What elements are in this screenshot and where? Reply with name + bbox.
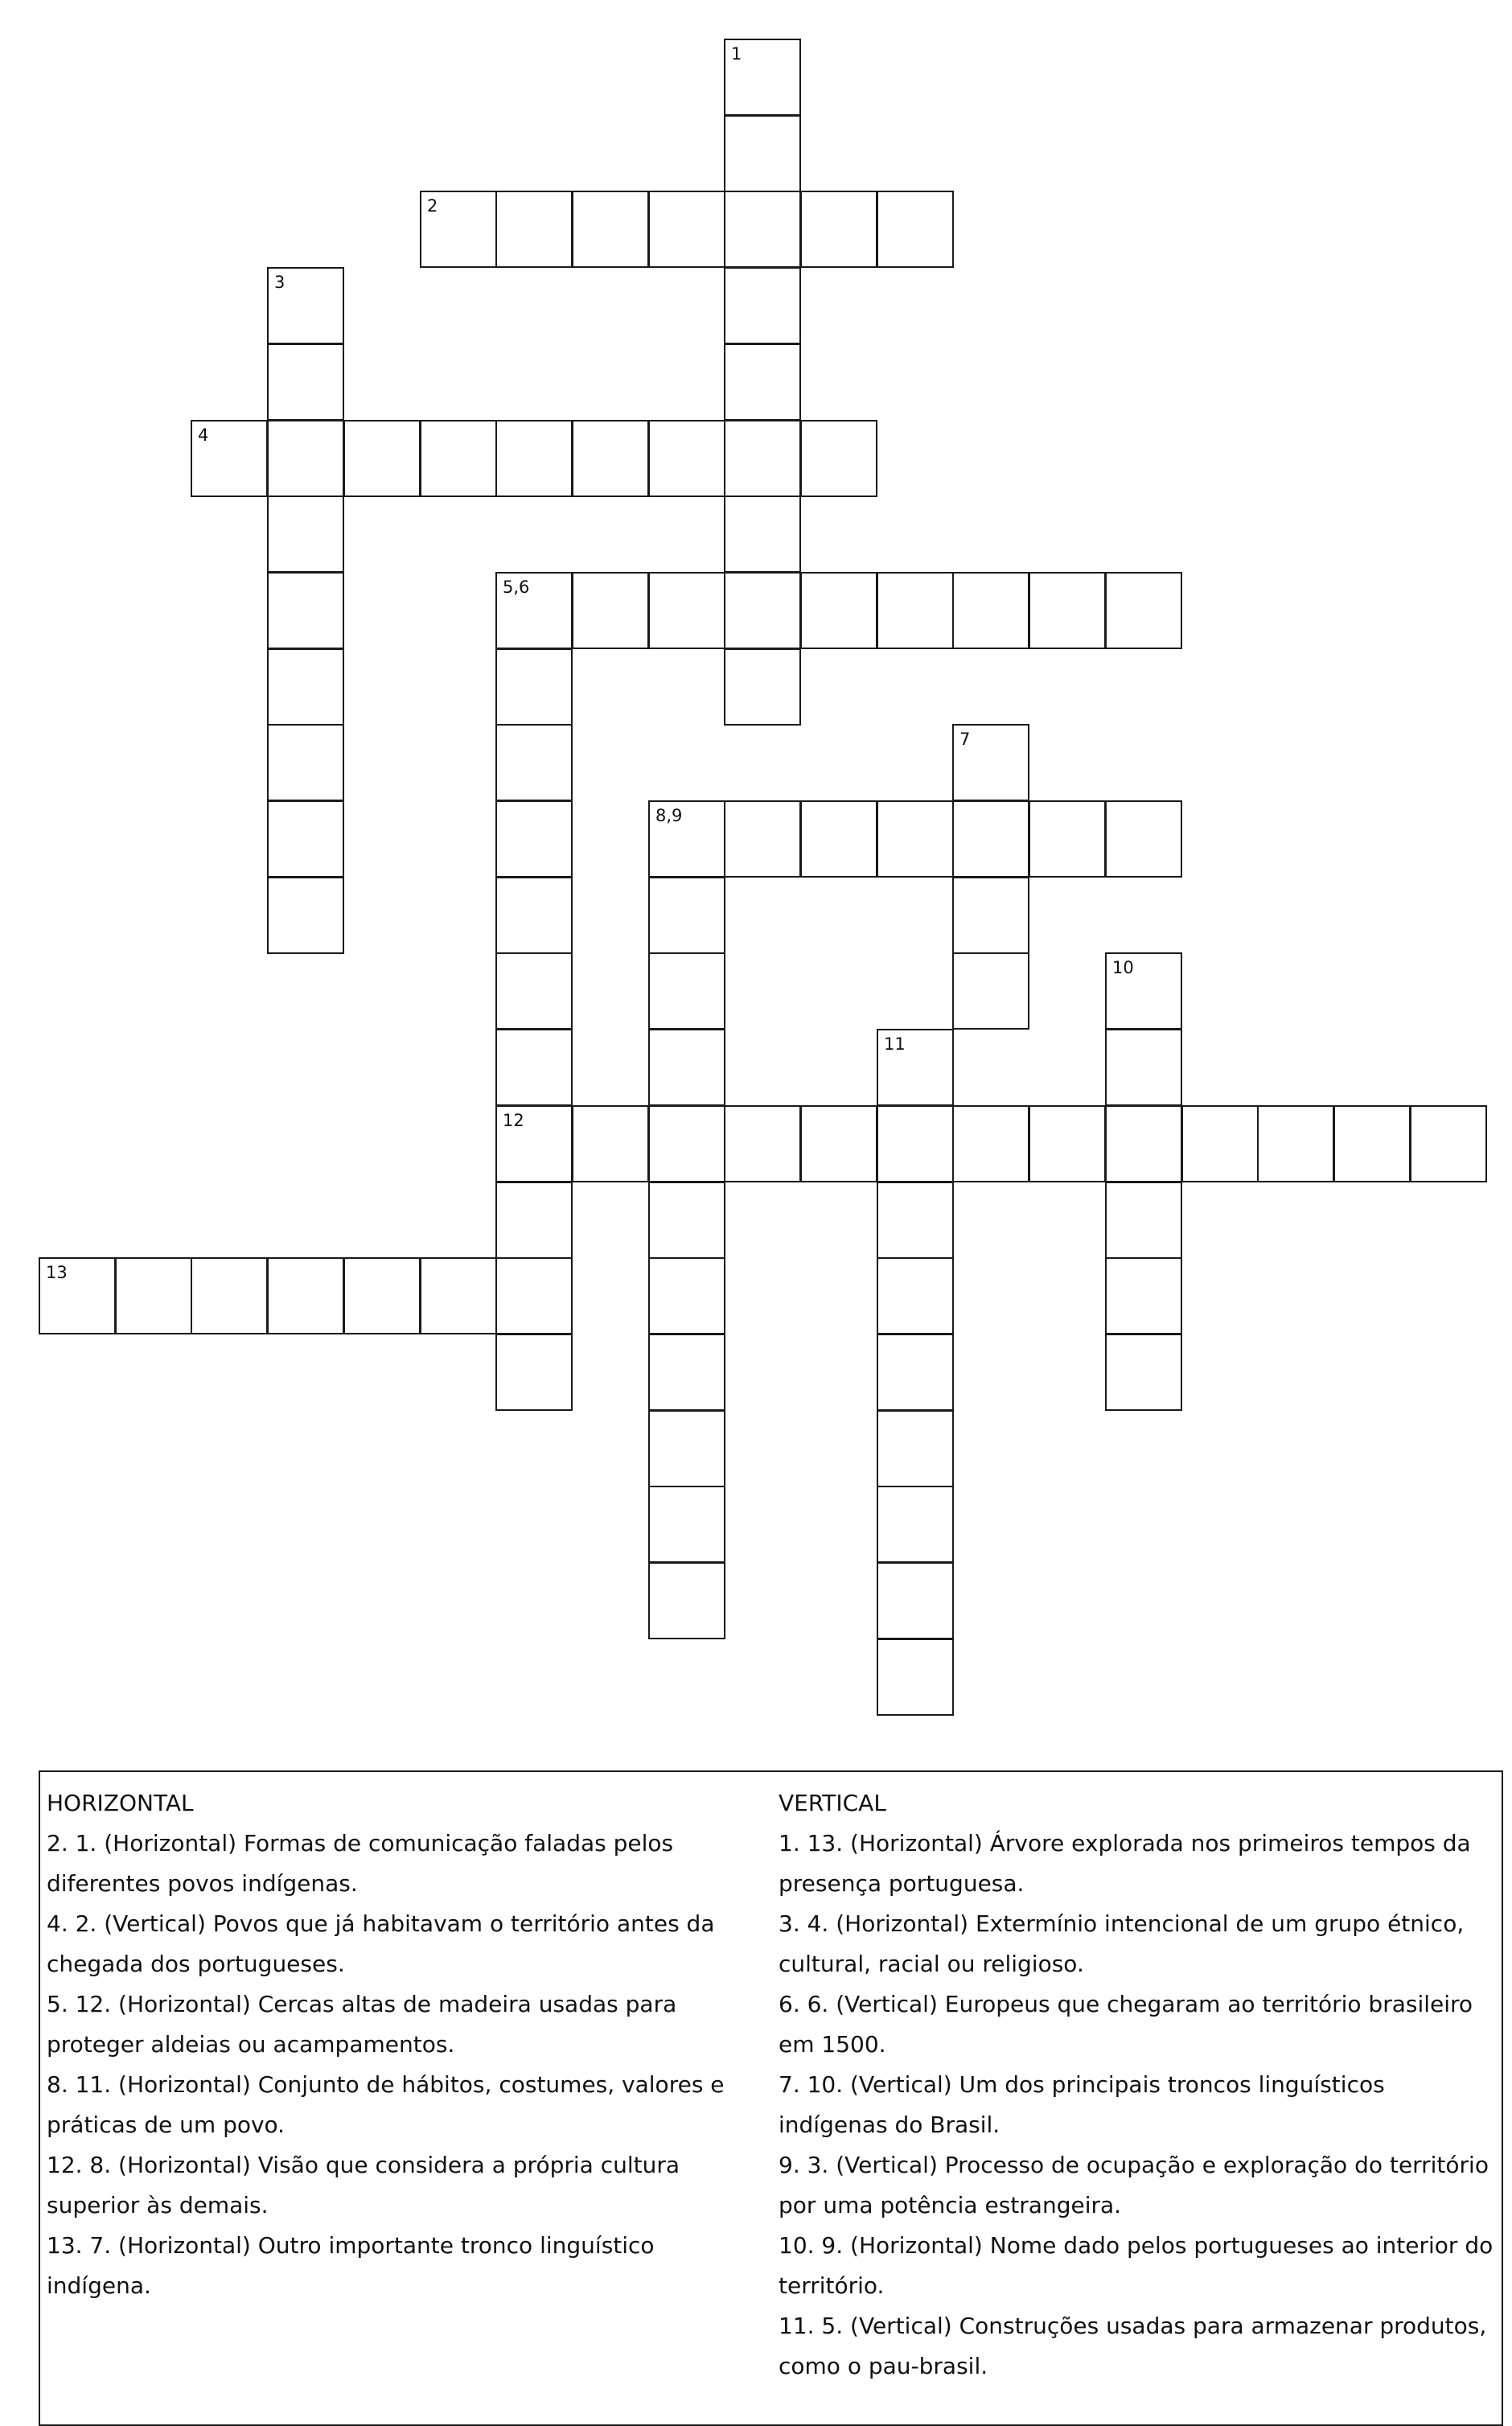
crossword-cell[interactable] xyxy=(1105,1105,1182,1182)
clue-vertical: 11. 5. (Vertical) Construções usadas para armazenar produtos, como o pau-brasil. xyxy=(779,2313,1487,2379)
crossword-cell[interactable] xyxy=(267,648,344,726)
crossword-cell[interactable] xyxy=(877,1029,954,1106)
crossword-cell[interactable] xyxy=(648,1029,725,1106)
crossword-cell[interactable] xyxy=(877,572,954,649)
crossword-cell[interactable] xyxy=(648,572,725,649)
crossword-cell[interactable] xyxy=(420,191,497,268)
crossword-cell[interactable] xyxy=(1333,1105,1411,1182)
crossword-cell[interactable] xyxy=(495,1105,573,1182)
crossword-cell[interactable] xyxy=(877,1182,954,1259)
crossword-cell[interactable] xyxy=(724,343,801,421)
crossword-cell[interactable] xyxy=(877,1334,954,1411)
crossword-cell[interactable] xyxy=(952,952,1029,1030)
crossword-cell[interactable] xyxy=(1257,1105,1334,1182)
crossword-cell[interactable] xyxy=(267,724,344,801)
crossword-cell[interactable] xyxy=(877,800,954,878)
crossword-cell[interactable] xyxy=(648,1105,725,1182)
clue-number: 11 xyxy=(884,1034,906,1054)
crossword-cell[interactable] xyxy=(343,420,421,497)
clue-vertical: 9. 3. (Vertical) Processo de ocupação e exploração do território por uma potência estrangeira. xyxy=(779,2152,1489,2218)
crossword-cell[interactable] xyxy=(495,952,573,1030)
vertical-heading: VERTICAL xyxy=(779,1790,886,1816)
crossword-cell[interactable] xyxy=(495,1257,573,1334)
crossword-cell[interactable] xyxy=(877,1410,954,1487)
crossword-cell[interactable] xyxy=(267,495,344,573)
clue-number: 13 xyxy=(46,1263,68,1282)
crossword-cell[interactable] xyxy=(648,1257,725,1334)
crossword-cell[interactable] xyxy=(1105,1182,1182,1259)
crossword-cell[interactable] xyxy=(877,191,954,268)
crossword-cell[interactable] xyxy=(572,420,649,497)
crossword-cell[interactable] xyxy=(495,1334,573,1411)
crossword-cell[interactable] xyxy=(495,724,573,801)
clue-number: 10 xyxy=(1112,958,1134,977)
crossword-cell[interactable] xyxy=(952,1105,1029,1182)
crossword-cell[interactable] xyxy=(877,1257,954,1334)
crossword-cell[interactable] xyxy=(648,420,725,497)
crossword-cell[interactable] xyxy=(724,39,801,116)
crossword-cell[interactable] xyxy=(343,1257,421,1334)
vertical-clues xyxy=(779,1783,1494,2387)
horizontal-heading: HORIZONTAL xyxy=(47,1790,194,1816)
crossword-cell[interactable] xyxy=(952,572,1029,649)
crossword-cell[interactable] xyxy=(39,1257,116,1334)
crossword-cell[interactable] xyxy=(495,800,573,878)
crossword-cell[interactable] xyxy=(1105,572,1182,649)
clue-horizontal: 5. 12. (Horizontal) Cercas altas de madeira usadas para proteger aldeias ou acampamentos. xyxy=(47,1991,677,2058)
crossword-cell[interactable] xyxy=(952,877,1029,954)
crossword-cell[interactable] xyxy=(648,877,725,954)
crossword-cell[interactable] xyxy=(267,877,344,954)
clue-number: 7 xyxy=(959,730,971,749)
crossword-cell[interactable] xyxy=(648,1410,725,1487)
crossword-cell[interactable] xyxy=(800,420,877,497)
crossword-cell[interactable] xyxy=(420,1257,497,1334)
crossword-cell[interactable] xyxy=(495,1182,573,1259)
crossword-cell[interactable] xyxy=(724,800,801,878)
crossword-cell[interactable] xyxy=(495,648,573,726)
clue-number: 12 xyxy=(503,1111,524,1130)
crossword-cell[interactable] xyxy=(648,800,725,878)
clue-vertical: 3. 4. (Horizontal) Extermínio intencional de um grupo étnico, cultural, racial ou religioso. xyxy=(779,1910,1465,1977)
crossword-cell[interactable] xyxy=(1105,1029,1182,1106)
crossword-cell[interactable] xyxy=(1105,1257,1182,1334)
crossword-cell[interactable] xyxy=(191,420,268,497)
crossword-cell[interactable] xyxy=(877,1105,954,1182)
clue-number: 4 xyxy=(198,426,209,445)
crossword-cell[interactable] xyxy=(495,1029,573,1106)
clues-box xyxy=(39,1770,1503,2426)
crossword-cell[interactable] xyxy=(115,1257,192,1334)
crossword-cell[interactable] xyxy=(1105,952,1182,1030)
crossword-cell[interactable] xyxy=(572,1105,649,1182)
crossword-cell[interactable] xyxy=(267,420,344,497)
crossword-cell[interactable] xyxy=(952,800,1029,878)
clue-horizontal: 4. 2. (Vertical) Povos que já habitavam o território antes da chegada dos portugueses. xyxy=(47,1910,715,1977)
crossword-cell[interactable] xyxy=(572,572,649,649)
crossword-cell[interactable] xyxy=(648,1182,725,1259)
crossword-cell[interactable] xyxy=(495,572,573,649)
crossword-cell[interactable] xyxy=(495,877,573,954)
crossword-cell[interactable] xyxy=(724,572,801,649)
crossword-cell[interactable] xyxy=(1029,1105,1106,1182)
crossword-cell[interactable] xyxy=(648,1486,725,1563)
crossword-cell[interactable] xyxy=(1105,1334,1182,1411)
crossword-cell[interactable] xyxy=(267,1257,344,1334)
crossword-cell[interactable] xyxy=(267,572,344,649)
crossword-cell[interactable] xyxy=(191,1257,268,1334)
crossword-cell[interactable] xyxy=(877,1639,954,1716)
crossword-cell[interactable] xyxy=(1105,800,1182,878)
clue-vertical: 10. 9. (Horizontal) Nome dado pelos portugueses ao interior do território. xyxy=(779,2232,1494,2299)
crossword-cell[interactable] xyxy=(572,191,649,268)
crossword-cell[interactable] xyxy=(648,1334,725,1411)
crossword-cell[interactable] xyxy=(1029,800,1106,878)
crossword-cell[interactable] xyxy=(800,191,877,268)
crossword-cell[interactable] xyxy=(648,952,725,1030)
crossword-cell[interactable] xyxy=(877,1562,954,1639)
crossword-cell[interactable] xyxy=(800,1105,877,1182)
crossword-cell[interactable] xyxy=(648,191,725,268)
clue-number: 3 xyxy=(274,273,286,292)
clue-horizontal: 13. 7. (Horizontal) Outro importante tronco linguístico indígena. xyxy=(47,2232,655,2299)
crossword-cell[interactable] xyxy=(800,800,877,878)
clue-number: 5,6 xyxy=(503,578,530,597)
clue-horizontal: 8. 11. (Horizontal) Conjunto de hábitos, costumes, valores e práticas de um povo. xyxy=(47,2071,725,2138)
crossword-cell[interactable] xyxy=(495,420,573,497)
crossword-cell[interactable] xyxy=(724,115,801,192)
crossword-cell[interactable] xyxy=(420,420,497,497)
crossword-cell[interactable] xyxy=(495,191,573,268)
crossword-cell[interactable] xyxy=(1029,572,1106,649)
crossword-cell[interactable] xyxy=(724,495,801,573)
crossword-cell[interactable] xyxy=(800,572,877,649)
crossword-cell[interactable] xyxy=(952,724,1029,801)
crossword-cell[interactable] xyxy=(724,191,801,268)
crossword-cell[interactable] xyxy=(1410,1105,1487,1182)
crossword-cell[interactable] xyxy=(1181,1105,1259,1182)
crossword-cell[interactable] xyxy=(267,267,344,344)
clue-number: 8,9 xyxy=(655,806,683,825)
crossword-cell[interactable] xyxy=(724,420,801,497)
crossword-cell[interactable] xyxy=(724,267,801,344)
clue-horizontal: 2. 1. (Horizontal) Formas de comunicação faladas pelos diferentes povos indígenas. xyxy=(47,1830,674,1897)
clue-number: 2 xyxy=(427,196,438,216)
crossword-cell[interactable] xyxy=(267,343,344,421)
crossword-cell[interactable] xyxy=(877,1486,954,1563)
horizontal-clues xyxy=(47,1783,754,2306)
crossword-cell[interactable] xyxy=(724,1105,801,1182)
clue-vertical: 6. 6. (Vertical) Europeus que chegaram ao território brasileiro em 1500. xyxy=(779,1991,1473,2058)
crossword-cell[interactable] xyxy=(648,1562,725,1639)
clue-number: 1 xyxy=(731,44,742,64)
crossword-cell[interactable] xyxy=(267,800,344,878)
clue-horizontal: 12. 8. (Horizontal) Visão que considera a própria cultura superior às demais. xyxy=(47,2152,680,2218)
clue-vertical: 7. 10. (Vertical) Um dos principais troncos linguísticos indígenas do Brasil. xyxy=(779,2071,1385,2138)
crossword-cell[interactable] xyxy=(724,648,801,726)
clue-vertical: 1. 13. (Horizontal) Árvore explorada nos primeiros tempos da presença portuguesa. xyxy=(779,1830,1471,1897)
